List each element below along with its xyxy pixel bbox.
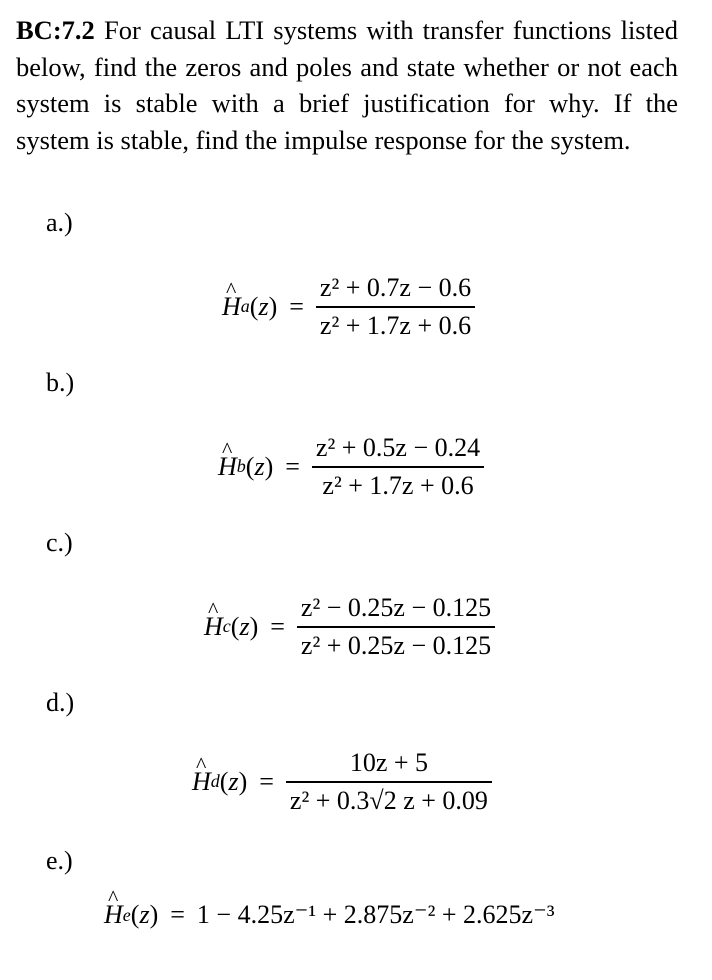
equation-e-lhs: ^ H e (z) [104, 900, 158, 930]
equation-a: ^ H a (z) = $\frac{\text{z² + 0.7z − 0.6}}{\text{z² + 1.7z + 0.6}}$ [222, 270, 475, 344]
part-b-label: b.) [46, 368, 75, 397]
equation-b-lhs: ^ H b (z) [218, 452, 273, 482]
equation-b: ^ H b (z) = $\frac{\text{z² + 0.5z − 0.24}}{\text{z² + 1.7z + 0.6}}$ [218, 430, 484, 504]
equation-e-rhs: 1 − 4.25z⁻¹ + 2.875z⁻² + 2.625z⁻³ [196, 900, 555, 929]
equation-a-fraction [316, 270, 475, 344]
problem-statement [16, 12, 678, 158]
problem-text: For causal LTI systems with transfer functions listed below, find the zeros and poles and state whether or not each system is stable with a brief justification for why. If the system is stable, find the impulse response for the system. [16, 15, 678, 155]
equation-e-subscript: e [122, 904, 131, 925]
hat-symbol: ^ H [104, 900, 123, 930]
equation-a-subscript: a [240, 296, 250, 317]
equation-a-numerator: z² + 0.7z − 0.6 [319, 273, 472, 302]
hat-symbol: ^ H [204, 612, 223, 642]
equation-b-fraction [312, 430, 484, 504]
equation-d-numerator: 10z + 5 [349, 748, 429, 777]
equation-c-numerator: z² − 0.25z − 0.125 [300, 593, 492, 622]
hat-symbol: ^ H [192, 767, 211, 797]
equation-a-denominator: z² + 1.7z + 0.6 [319, 310, 472, 340]
part-a-label: a.) [46, 208, 73, 237]
equation-d-subscript: d [210, 771, 220, 792]
hat-symbol: ^ H [218, 452, 237, 482]
equation-c-lhs: ^ H c (z) [204, 612, 258, 642]
equation-d: ^ H d (z) = $\frac{10z + 5}{\text{z² + 0.3√2 z + 0.09}}$ [192, 745, 492, 819]
equation-b-denominator: z² + 1.7z + 0.6 [322, 470, 474, 500]
equation-c-denominator: z² + 0.25z − 0.125 [300, 630, 492, 660]
equation-e: ^ H e (z) = 1 − 4.25z⁻¹ + 2.875z⁻² + 2.625z⁻³ [104, 900, 555, 930]
part-c-label: c.) [46, 528, 73, 557]
part-e-label: e.) [46, 846, 73, 875]
equation-b-subscript: b [236, 456, 246, 477]
equation-c-subscript: c [222, 616, 231, 637]
equation-a-lhs: ^ H a (z) [222, 292, 277, 322]
equation-b-numerator: z² + 0.5z − 0.24 [315, 433, 481, 462]
equation-c-fraction [297, 590, 495, 664]
equation-d-lhs: ^ H d (z) [192, 767, 247, 797]
hat-symbol: ^ H [222, 292, 241, 322]
problem-id: BC:7.2 [16, 15, 95, 45]
equation-c: ^ H c (z) = $\frac{\text{z² − 0.25z − 0.125}}{\text{z² + 0.25z − 0.125}}$ [204, 590, 495, 664]
part-d-label: d.) [46, 688, 75, 717]
equation-d-denominator: z² + 0.3√2 z + 0.09 [289, 785, 488, 815]
equation-d-fraction [286, 745, 492, 819]
